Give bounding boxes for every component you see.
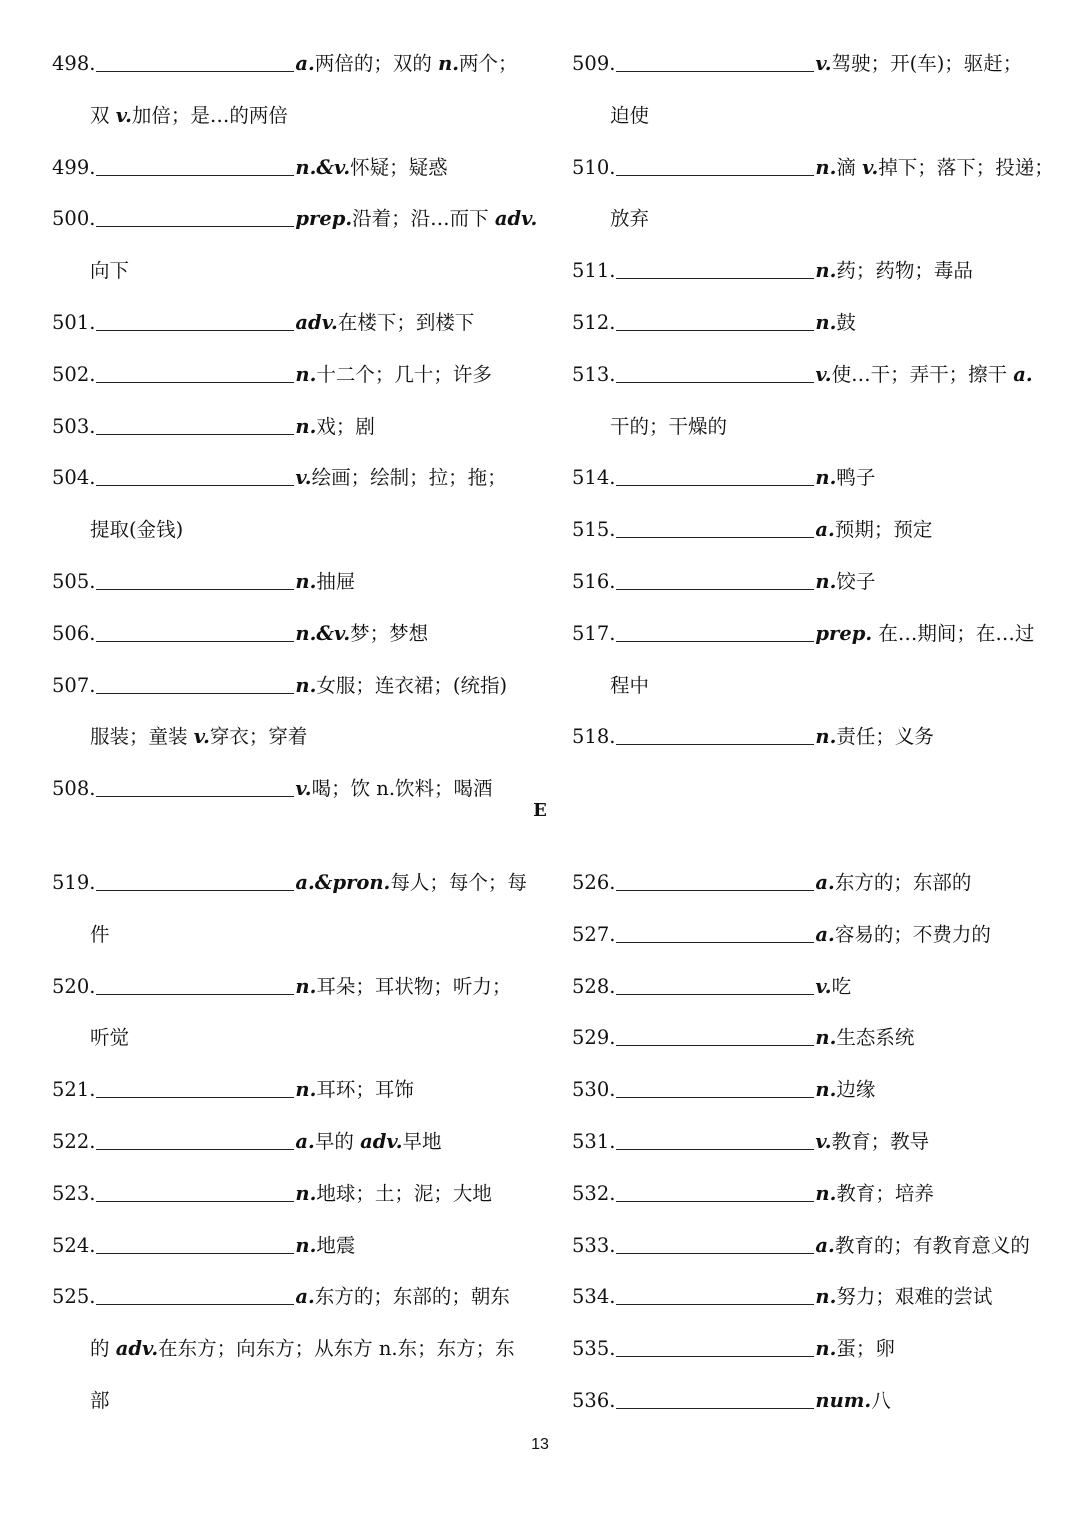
entry-number: 517. (572, 621, 616, 645)
entry-number: 529. (572, 1026, 616, 1050)
vocab-entry (52, 1116, 522, 1168)
entry-number: 536. (572, 1388, 616, 1412)
vocab-entry (52, 193, 538, 245)
part-of-speech: a. (815, 871, 835, 894)
part-of-speech: n. (295, 362, 317, 386)
definition: 耳朵；耳状物；听力； (316, 974, 512, 998)
definition: 在东方；向东方；从东方 n.东；东方；东 (158, 1337, 515, 1361)
vocab-entry-continued (52, 90, 522, 142)
definition: 怀疑；疑惑 (350, 155, 448, 179)
vocab-entry (572, 961, 1042, 1013)
definition: 教育的；有教育意义的 (834, 1233, 1030, 1257)
answer-blank[interactable] (96, 433, 294, 435)
part-of-speech: adv. (115, 1337, 159, 1361)
definition: 喝；饮 n.饮料；喝酒 (311, 777, 493, 801)
definition: 戏；剧 (316, 414, 375, 438)
vocab-entry-continued (52, 504, 522, 556)
vocab-entry (52, 556, 522, 608)
definition: 每人；每个；每 (390, 871, 527, 894)
part-of-speech: v. (815, 52, 832, 75)
part-of-speech: a. (815, 518, 835, 542)
answer-blank[interactable] (96, 692, 294, 694)
definition: 提取(金钱) (90, 518, 184, 542)
definition: 耳环；耳饰 (316, 1078, 414, 1102)
entry-number: 532. (572, 1181, 616, 1205)
vocab-entry (572, 556, 1042, 608)
answer-blank[interactable] (616, 1252, 814, 1254)
definition: 在楼下；到楼下 (337, 310, 475, 334)
definition: 使…干；弄干；擦干 (831, 362, 1014, 386)
answer-blank[interactable] (616, 1407, 814, 1409)
definition: 迫使 (610, 103, 650, 127)
part-of-speech: v. (815, 974, 832, 998)
definition: 听觉 (90, 1026, 130, 1050)
vocab-entry (52, 1271, 522, 1323)
vocab-entry (52, 1220, 522, 1272)
definition: 八 (871, 1388, 891, 1412)
vocab-entry (572, 1064, 1042, 1116)
definition: 女服；连衣裙；(统指) (316, 673, 508, 697)
answer-blank[interactable] (616, 536, 814, 538)
answer-blank[interactable] (616, 484, 814, 486)
vocab-entry (52, 857, 527, 909)
vocab-entry-continued (572, 193, 1042, 245)
answer-blank[interactable] (616, 743, 814, 745)
vocab-entry (572, 297, 1042, 349)
vocab-entry (52, 38, 522, 90)
answer-blank[interactable] (616, 1303, 814, 1305)
definition: 早的 (314, 1129, 361, 1153)
answer-blank[interactable] (616, 329, 814, 331)
entry-number: 503. (52, 414, 96, 438)
vocab-entry (572, 504, 1042, 556)
definition: 部 (90, 1388, 110, 1412)
definition: 教育；教导 (831, 1129, 930, 1153)
answer-blank[interactable] (96, 484, 294, 486)
answer-blank[interactable] (96, 588, 294, 590)
entry-number: 504. (52, 466, 96, 490)
definition: 向下 (90, 259, 130, 283)
part-of-speech: a. (295, 1129, 315, 1153)
vocab-entry (572, 349, 1042, 401)
vocab-entry (572, 1375, 1042, 1427)
part-of-speech: n. (815, 155, 837, 179)
part-of-speech: n. (295, 974, 317, 998)
vocab-entry (572, 245, 1042, 297)
entry-number: 522. (52, 1129, 96, 1153)
definition: 两个； (459, 52, 518, 75)
part-of-speech: n. (295, 1078, 317, 1102)
entry-number: 500. (52, 207, 96, 231)
entry-number: 513. (572, 362, 616, 386)
part-of-speech: n. (815, 1026, 837, 1050)
entry-number: 501. (52, 310, 96, 334)
part-of-speech: n. (815, 569, 837, 593)
entry-number: 519. (52, 871, 96, 894)
definition: 程中 (610, 673, 650, 697)
entry-number: 526. (572, 871, 616, 894)
vocab-entry (52, 401, 522, 453)
definition: 双 (90, 103, 116, 127)
entry-number: 533. (572, 1233, 616, 1257)
vocab-entry (572, 1116, 1042, 1168)
definition: 容易的；不费力的 (834, 922, 991, 946)
entry-number: 528. (572, 974, 616, 998)
answer-blank[interactable] (616, 889, 814, 891)
answer-blank[interactable] (616, 588, 814, 590)
entry-number: 520. (52, 974, 96, 998)
answer-blank[interactable] (96, 889, 294, 891)
vocab-entry (52, 297, 522, 349)
vocab-entry (572, 1220, 1042, 1272)
definition: 抽屉 (316, 569, 356, 593)
part-of-speech: prep. (815, 621, 873, 645)
entry-number: 515. (572, 518, 616, 542)
part-of-speech: n. (815, 1078, 837, 1102)
vocab-entry (572, 857, 1042, 909)
part-of-speech: adv. (295, 310, 338, 334)
definition: 穿衣；穿着 (209, 725, 308, 749)
part-of-speech: a. (295, 1285, 315, 1309)
answer-blank[interactable] (616, 640, 814, 642)
definition: 鼓 (836, 310, 856, 334)
entry-number: 509. (572, 52, 616, 75)
vocab-entry-continued (52, 711, 522, 763)
part-of-speech: v. (193, 725, 210, 749)
column-top-left (52, 38, 538, 815)
definition: 饺子 (836, 569, 876, 593)
page-number: 13 (531, 1436, 549, 1453)
answer-blank[interactable] (616, 174, 814, 176)
vocab-entry (572, 452, 1042, 504)
part-of-speech: n. (815, 1337, 837, 1361)
column-top-right (572, 38, 1054, 763)
vocab-entry (52, 452, 522, 504)
section-heading: E (533, 800, 547, 821)
answer-blank[interactable] (616, 1096, 814, 1098)
definition: 加倍；是…的两倍 (131, 103, 288, 127)
entry-number: 507. (52, 673, 96, 697)
entry-number: 521. (52, 1078, 96, 1102)
definition: 生态系统 (836, 1026, 915, 1050)
answer-blank[interactable] (96, 70, 294, 72)
column-bottom-left (52, 857, 527, 1427)
part-of-speech: prep. (295, 207, 353, 231)
definition: 吃 (831, 974, 852, 998)
vocab-entry (572, 909, 1042, 961)
vocab-entry (52, 660, 522, 712)
part-of-speech: v. (815, 362, 832, 386)
column-bottom-right (572, 857, 1042, 1427)
part-of-speech: a. (295, 52, 315, 75)
definition: 鸭子 (836, 466, 876, 490)
part-of-speech: adv. (360, 1129, 403, 1153)
answer-blank[interactable] (96, 1148, 294, 1150)
vocab-entry-continued (572, 90, 1042, 142)
answer-blank[interactable] (96, 993, 294, 995)
entry-number: 535. (572, 1337, 616, 1361)
answer-blank[interactable] (616, 277, 814, 279)
definition: 在…期间；在…过 (872, 621, 1035, 645)
definition: 药；药物；毒品 (836, 259, 973, 283)
entry-number: 524. (52, 1233, 96, 1257)
vocab-entry-continued (572, 660, 1042, 712)
vocab-entry (52, 1064, 522, 1116)
entry-number: 534. (572, 1285, 616, 1309)
part-of-speech: v. (862, 155, 879, 179)
definition: 教育；培养 (836, 1181, 934, 1205)
answer-blank[interactable] (616, 381, 814, 383)
answer-blank[interactable] (96, 795, 294, 797)
part-of-speech: n. (295, 1233, 317, 1257)
part-of-speech: adv. (494, 207, 538, 231)
definition: 边缘 (836, 1078, 876, 1102)
definition: 干的；干燥的 (610, 414, 728, 438)
part-of-speech: a. (815, 1233, 835, 1257)
entry-number: 512. (572, 310, 616, 334)
vocab-entry-continued (52, 1323, 522, 1375)
entry-number: 499. (52, 155, 96, 179)
part-of-speech: a. (1013, 362, 1033, 386)
part-of-speech: n.&v. (295, 621, 351, 645)
definition: 东方的；东部的 (834, 871, 972, 894)
entry-number: 506. (52, 621, 96, 645)
entry-number: 530. (572, 1078, 616, 1102)
definition: 放弃 (610, 207, 650, 231)
answer-blank[interactable] (96, 1200, 294, 1202)
answer-blank[interactable] (616, 1044, 814, 1046)
part-of-speech: v. (295, 466, 312, 490)
answer-blank[interactable] (616, 1355, 814, 1357)
part-of-speech: n. (815, 259, 837, 283)
definition: 地球；土；泥；大地 (316, 1181, 492, 1205)
vocab-entry (572, 1271, 1042, 1323)
definition: 地震 (316, 1233, 356, 1257)
part-of-speech: n. (815, 725, 837, 749)
part-of-speech: n. (815, 310, 837, 334)
definition: 沿着；沿…而下 (352, 207, 495, 231)
part-of-speech: n. (438, 52, 460, 75)
vocab-entry (572, 1168, 1042, 1220)
entry-number: 498. (52, 52, 96, 75)
definition: 责任；义务 (836, 725, 934, 749)
vocab-entry (572, 1323, 1042, 1375)
part-of-speech: v. (815, 1129, 832, 1153)
part-of-speech: n. (295, 1181, 317, 1205)
part-of-speech: a.&pron. (295, 871, 391, 894)
part-of-speech: v. (115, 103, 132, 127)
answer-blank[interactable] (616, 1148, 814, 1150)
definition: 服装；童装 (90, 725, 194, 749)
part-of-speech: n. (815, 1285, 837, 1309)
vocab-entry (52, 961, 522, 1013)
definition: 驾驶；开(车)；驱赶； (831, 52, 1023, 75)
vocab-entry (572, 711, 1042, 763)
definition: 努力；艰难的尝试 (836, 1285, 993, 1309)
definition: 梦；梦想 (350, 621, 429, 645)
part-of-speech: n. (815, 466, 837, 490)
vocab-entry (52, 349, 522, 401)
vocab-entry-continued (572, 401, 1042, 453)
entry-number: 518. (572, 725, 616, 749)
definition: 十二个；几十；许多 (316, 362, 492, 386)
vocab-entry (572, 38, 1042, 90)
definition: 蛋；卵 (836, 1337, 895, 1361)
answer-blank[interactable] (616, 70, 814, 72)
definition: 早地 (402, 1129, 442, 1153)
vocab-entry-continued (52, 245, 522, 297)
answer-blank[interactable] (96, 640, 294, 642)
entry-number: 508. (52, 777, 96, 801)
part-of-speech: n. (295, 673, 317, 697)
answer-blank[interactable] (96, 1252, 294, 1254)
vocab-entry (572, 1012, 1042, 1064)
definition: 掉下；落下；投递； (878, 155, 1054, 179)
answer-blank[interactable] (96, 1303, 294, 1305)
part-of-speech: n. (295, 414, 317, 438)
answer-blank[interactable] (616, 1200, 814, 1202)
vocab-entry (572, 608, 1042, 660)
entry-number: 510. (572, 155, 616, 179)
entry-number: 527. (572, 922, 616, 946)
vocab-entry-continued (52, 909, 522, 961)
answer-blank[interactable] (96, 225, 294, 227)
vocab-entry (52, 608, 522, 660)
entry-number: 511. (572, 259, 616, 283)
vocab-entry (52, 142, 522, 194)
entry-number: 514. (572, 466, 616, 490)
answer-blank[interactable] (96, 1096, 294, 1098)
definition: 滴 (836, 155, 863, 179)
answer-blank[interactable] (96, 174, 294, 176)
entry-number: 523. (52, 1181, 96, 1205)
entry-number: 516. (572, 569, 616, 593)
entry-number: 502. (52, 362, 96, 386)
definition: 的 (90, 1337, 116, 1361)
vocab-entry (52, 1168, 522, 1220)
part-of-speech: n.&v. (295, 155, 351, 179)
vocab-entry-continued (52, 1375, 522, 1427)
entry-number: 505. (52, 569, 96, 593)
entry-number: 531. (572, 1129, 616, 1153)
part-of-speech: num. (815, 1388, 872, 1412)
definition: 两倍的；双的 (314, 52, 439, 75)
part-of-speech: v. (295, 777, 312, 801)
part-of-speech: n. (295, 569, 317, 593)
part-of-speech: a. (815, 922, 835, 946)
vocab-entry-continued (52, 1012, 522, 1064)
entry-number: 525. (52, 1285, 96, 1309)
definition: 件 (90, 922, 110, 946)
answer-blank[interactable] (96, 381, 294, 383)
definition: 预期；预定 (834, 518, 933, 542)
answer-blank[interactable] (616, 941, 814, 943)
part-of-speech: n. (815, 1181, 837, 1205)
answer-blank[interactable] (96, 329, 294, 331)
vocab-entry (572, 142, 1054, 194)
definition: 东方的；东部的；朝东 (314, 1285, 510, 1309)
answer-blank[interactable] (616, 993, 814, 995)
definition: 绘画；绘制；拉；拖； (311, 466, 507, 490)
